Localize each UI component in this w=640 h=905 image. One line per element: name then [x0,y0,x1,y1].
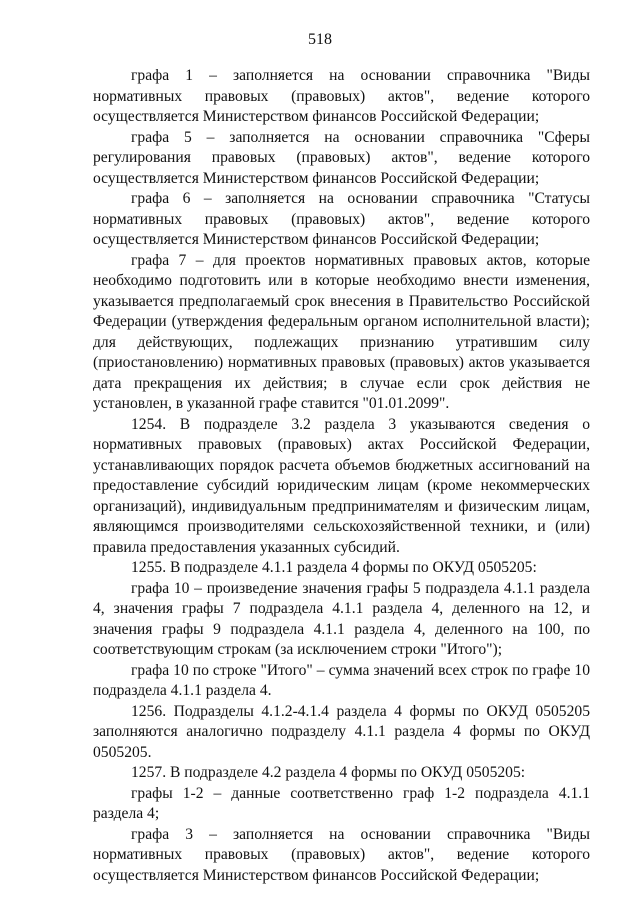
page-number: 518 [308,31,332,48]
paragraph-grafa-7: графа 7 – для проектов нормативных правовых актов, которые необходимо подготовить или в которые необходимо внести изменения, указывается предполагаемый срок внесения в Правительство Российской Федерации (утверждения федеральным органом исполнительной власти); для действующих, подлежащих признанию утратившим силу (приостановлению) нормативных правовых (правовых) актов указывается дата прекращения их действия; в случае если срок действия не установлен, в указанной графе ставится "01.01.2099". [93,251,590,412]
paragraph-1254: 1254. В подразделе 3.2 раздела 3 указываются сведения о нормативных правовых (правовых) актах Российской Федерации, устанавливающих порядок расчета объемов бюджетных ассигнований на предоставление субсидий юридическим лицам (кроме некоммерческих организаций), индивидуальным предпринимателям и физическим лицам, являющимся производителями сельскохозяйственной техники, и (или) правила предоставления указанных субсидий. [93,415,590,556]
paragraph-grafa-10: графа 10 – произведение значения графы 5 подраздела 4.1.1 раздела 4, значения графы 7 подраздела 4.1.1 раздела 4, деленного на 12, и значения графы 9 подраздела 4.1.1 раздела 4, деленного на 100, по соответствующим строкам (за исключением строки "Итого"); [93,579,590,658]
paragraph-grafa-6: графа 6 – заполняется на основании справочника "Статусы нормативных правовых (правовых) актов", ведение которого осуществляется Министерством финансов Российской Федерации; [93,190,590,248]
paragraph-grafa-10-itogo: графа 10 по строке "Итого" – сумма значений всех строк по графе 10 подраздела 4.1.1 раздела 4. [93,661,590,699]
paragraph-grafa-1: графа 1 – заполняется на основании справочника "Виды нормативных правовых (правовых) актов", ведение которого осуществляется Министерством финансов Российской Федерации; [93,67,590,125]
document-body [93,66,590,886]
paragraph-1255: 1255. В подразделе 4.1.1 раздела 4 формы по ОКУД 0505205: [131,559,537,576]
paragraph-grafa-5: графа 5 – заполняется на основании справочника "Сферы регулирования правовых (правовых) актов", ведение которого осуществляется Министерством финансов Российской Федерации; [93,128,590,187]
paragraph-1256: 1256. Подразделы 4.1.2-4.1.4 раздела 4 формы по ОКУД 0505205 заполняются аналогично подразделу 4.1.1 раздела 4 формы по ОКУД 0505205. [93,702,590,761]
paragraph-grafa-3: графа 3 – заполняется на основании справочника "Виды нормативных правовых (правовых) актов", ведение которого осуществляется Министерством финансов Российской Федерации; [93,825,590,884]
paragraph-1257: 1257. В подразделе 4.2 раздела 4 формы по ОКУД 0505205: [131,764,526,781]
paragraph-grafy-1-2: графы 1-2 – данные соответственно граф 1-2 подраздела 4.1.1 раздела 4; [93,784,590,822]
